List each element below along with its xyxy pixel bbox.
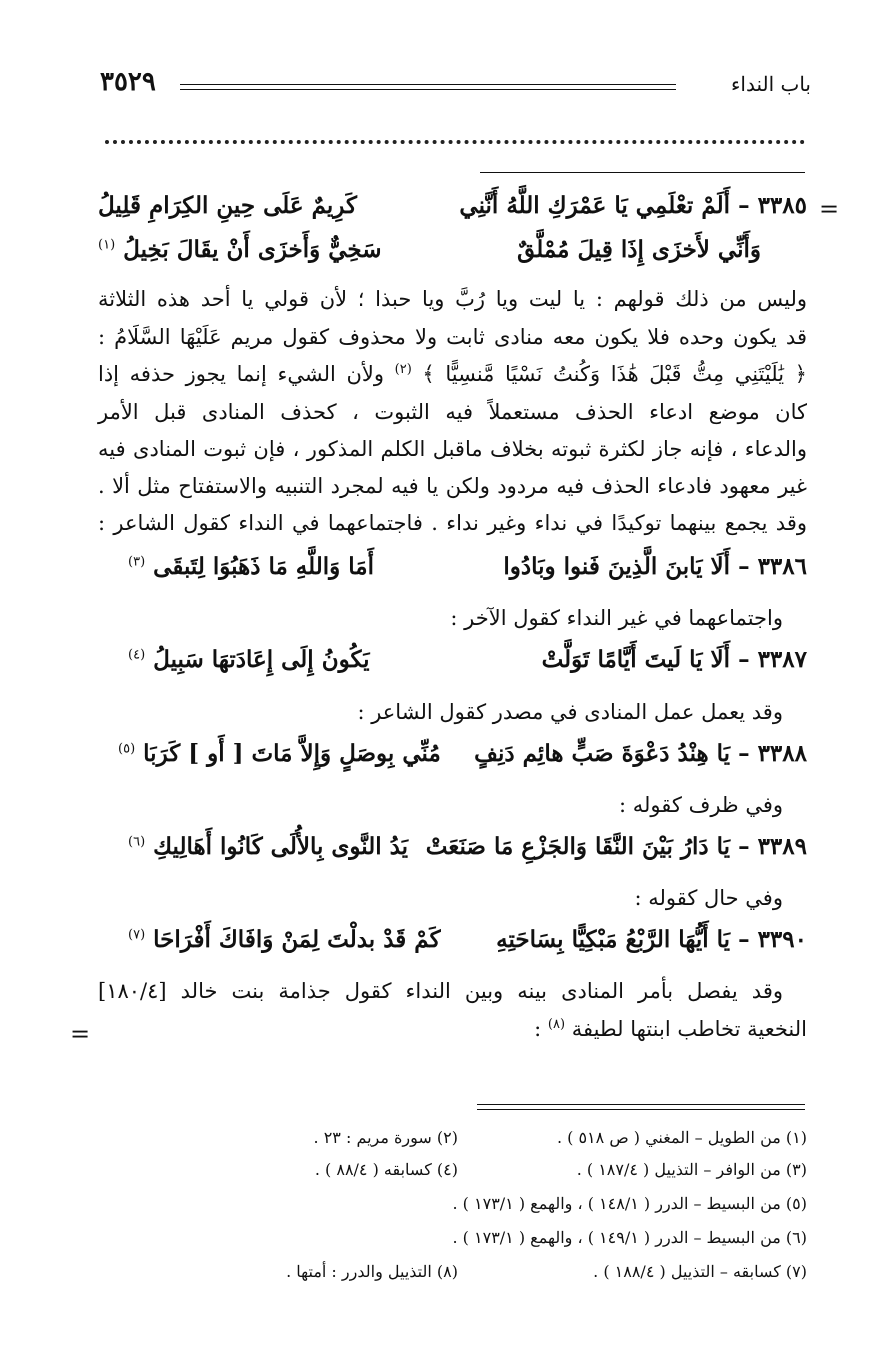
verse-hemistich: مُنِّي بِوصَلٍ وَإِلاَّ مَاتَ [ أَو ] كَرَبَا [143,740,441,767]
footnote-2: (٢) سورة مريم : ٢٣ . [313,1128,458,1147]
footnote-7: (٧) كسابقه – التذييل ( ١٨٨/٤ ) . [593,1262,807,1281]
prose-line: كان موضع ادعاء الحذف مستعملاً فيه الثبوت ، كحذف المنادى قبل الأمر [98,400,807,424]
verse-3387-second-half [128,646,370,673]
verse-number: ٣٣٨٧ [757,646,807,673]
verse-3388-second-half [118,740,441,767]
prose-text: النخعية تخاطب ابنتها لطيفة [571,1017,807,1041]
footnote-3: (٣) من الوافر – التذييل ( ١٨٧/٤ ) . [576,1160,807,1179]
prose-line: غير معهود فادعاء الحذف فيه مردود ولكن يا فيه لمجرد التنبيه والاستفتاح مثل ألا . [98,474,807,498]
footnote-1: (١) من الطويل – المغني ( ص ٥١٨ ) . [556,1128,807,1147]
verse-3386: ٣٣٨٦ – أَلَا يَابنَ الَّذِينَ فَنوا وبَادُوا [503,553,807,580]
verse-hemistich: سَخِيٌّ وَأَخزَى أَنْ يقَالَ بَخِيلُ [123,236,382,263]
prose-line: والدعاء ، فإنه جاز لكثرة ثبوته بخلاف ماقبل الكلم المذكور ، فإن ثبوت المنادى فيه [98,437,807,461]
verse-3386-second-half [128,553,374,580]
verse-hemistich: يَا هِنْدُ دَعْوَةَ صَبٍّ هائِم دَنِفٍ [474,740,731,767]
footnote-ref: (١) [98,237,116,253]
footnote-ref: (٣) [128,554,146,570]
prose-text: ولأن الشيء إنما يجوز حذفه إذا [98,362,384,386]
continuation-mark: = [70,1020,91,1048]
verse-3385-line2: وَأَنِّي لأَخزَى إِذَا قِيلَ مُمْلَّقٌ [517,236,761,263]
footnote-ref: (٤) [128,647,146,663]
footnote-ref: (٦) [128,834,146,850]
prose-line: وقد يجمع بينهما توكيدًا في نداء وغير نداء . فاجتماعهما في النداء كقول الشاعر : [98,511,807,535]
verse-number: ٣٣٨٩ [757,833,807,860]
verse-hemistich: أَمَا وَاللَّهِ مَا ذَهَبُوَا لِتَبقَى [153,553,374,580]
verse-number: ٣٣٩٠ [757,926,807,953]
footnote-ref: (٨) [547,1017,566,1032]
prose-line: قد يكون وحده فلا يكون معه منادى ثابت ولا محذوف كقول مريم عَلَيْهَا السَّلَامُ : [98,325,807,349]
header-rule-top [180,84,676,85]
prose-line-quran [98,362,807,386]
verse-number: ٣٣٨٦ [757,553,807,580]
footnote-6: (٦) من البسيط – الدرر ( ١٤٩/١ ) ، والهمع ( ١٧٣/١ ) . [452,1228,807,1247]
footnote-8: (٨) التذييل والدرر : أمتها . [286,1262,458,1281]
prose-line: وفي ظرف كقوله : [619,793,783,817]
prose-line: وقد يفصل بأمر المنادى بينه وبين النداء كقول جذامة بنت خالد [١٨٠/٤] [98,979,783,1003]
verse-3385-line1-second-half: كَرِيمٌ عَلَى حِينِ الكِرَامِ قَلِيلُ [98,192,357,219]
continuation-rule [480,172,805,173]
quran-quote: ﴿ يَٰلَيْتَنِي مِتُّ قَبْلَ هَٰذَا وَكُنتُ نَسْيًا مَّنسِيًّا ﴾ [422,362,807,386]
verse-number: ٣٣٨٥ [757,192,807,219]
verse-number: ٣٣٨٨ [757,740,807,767]
footnote-ref: (٢) [394,362,412,377]
footnote-rule-bottom [477,1109,805,1110]
verse-3385-line2-second-half [98,236,382,263]
verse-hemistich: أَلَمْ تعْلَمِي يَا عَمْرَكِ اللَّهُ أَنَّنِي [459,192,731,219]
verse-hemistich: أَلَا يَابنَ الَّذِينَ فَنوا وبَادُوا [503,553,731,580]
prose-line: وليس من ذلك قولهم : يا ليت ويا رُبَّ ويا حبذا ؛ لأن قولي يا أحد هذه الثلاثة [98,287,807,311]
page-number: ٣٥٢٩ [100,67,156,97]
verse-3387: ٣٣٨٧ – أَلَا يَا لَيتَ أَيَّامًا تَوَلَّتْ [541,646,807,673]
continuation-mark: = [819,195,840,223]
prose-line [534,1017,807,1041]
verse-3390-second-half [128,926,441,953]
verse-3390: ٣٣٩٠ – يَا أَيُّهَا الرَّبْعُ مَبْكِيًّا بِسَاحَتِهِ [496,926,807,953]
dotted-separator [105,140,805,144]
verse-3385-line1: ٣٣٨٥ – أَلَمْ تعْلَمِي يَا عَمْرَكِ اللَّهُ أَنَّنِي [459,192,807,219]
footnote-5: (٥) من البسيط – الدرر ( ١٤٨/١ ) ، والهمع ( ١٧٣/١ ) . [452,1194,807,1213]
verse-hemistich: كَمْ قَدْ بدلْتَ لِمَنْ وَافَاكَ أَفْرَاحَا [153,926,441,953]
header-rule-bottom [180,89,676,90]
running-header-title: باب النداء [731,72,811,96]
prose-line: وفي حال كقوله : [634,886,783,910]
footnote-ref: (٥) [118,741,136,757]
prose-line: وقد يعمل عمل المنادى في مصدر كقول الشاعر : [357,700,783,724]
verse-3388: ٣٣٨٨ – يَا هِنْدُ دَعْوَةَ صَبٍّ هائِم دَنِفٍ [474,740,807,767]
verse-3389-second-half [128,833,408,860]
footnote-rule-top [477,1104,805,1105]
verse-hemistich: يَا دَارُ بَيْنَ النَّقَا وَالجَزْعِ مَا صَنَعَتْ [425,833,731,860]
verse-hemistich: يَا أَيُّهَا الرَّبْعُ مَبْكِيًّا بِسَاحَتِهِ [496,926,731,953]
prose-line: واجتماعهما في غير النداء كقول الآخر : [450,606,783,630]
prose-text: : [534,1017,542,1041]
verse-hemistich: يَكُونُ إِلَى إِعَادَتهَا سَبِيلُ [153,646,370,673]
footnote-ref: (٧) [128,927,146,943]
verse-3389: ٣٣٨٩ – يَا دَارُ بَيْنَ النَّقَا وَالجَزْعِ مَا صَنَعَتْ [425,833,807,860]
verse-hemistich: أَلَا يَا لَيتَ أَيَّامًا تَوَلَّتْ [541,646,731,673]
verse-hemistich: يَدُ النَّوى بِالأُلَى كَانُوا أَهَالِيكِ [153,833,409,860]
footnote-4: (٤) كسابقه ( ٨٨/٤ ) . [314,1160,458,1179]
